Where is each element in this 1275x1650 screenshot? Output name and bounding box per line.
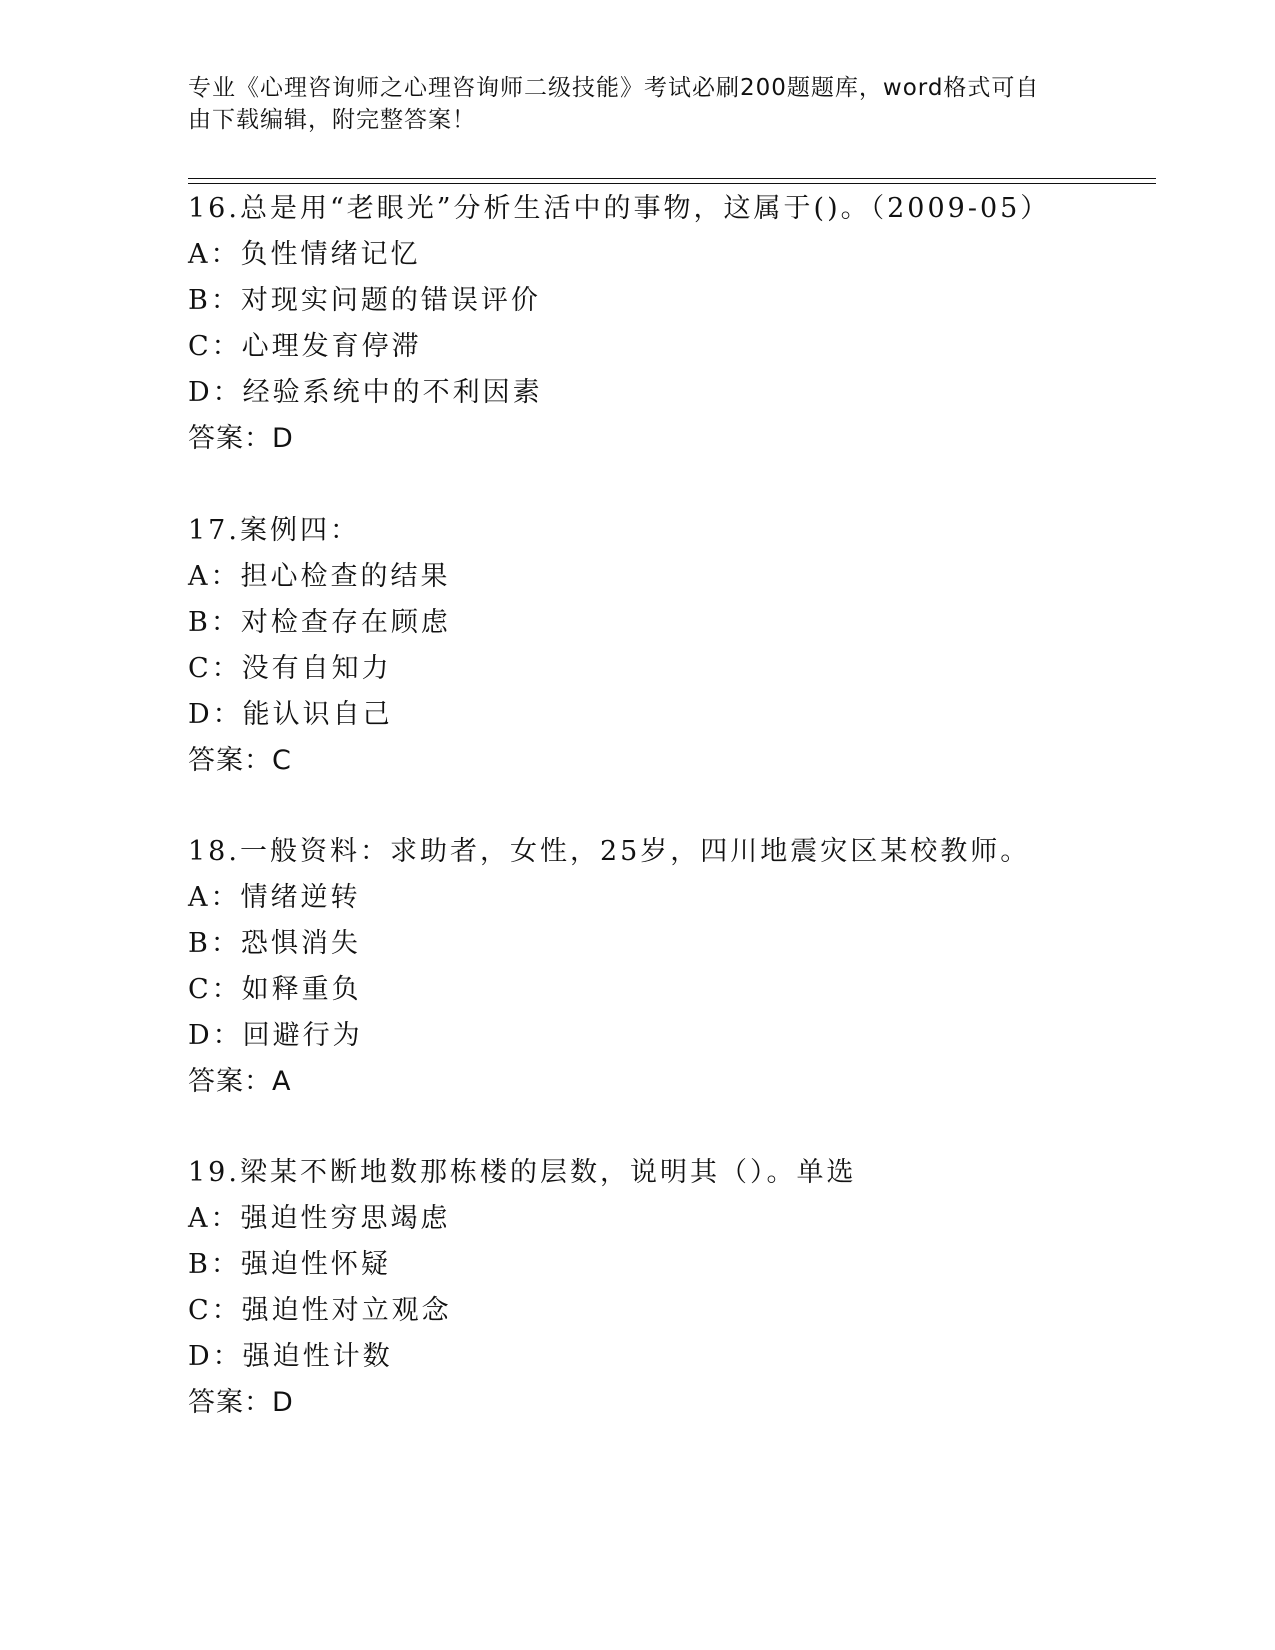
option-d: D：能认识自己 (188, 699, 393, 730)
option-b: B：对现实问题的错误评价 (188, 285, 541, 316)
header-divider-bottom (188, 183, 1156, 184)
header-divider-top (188, 178, 1156, 179)
question-stem: 19.梁某不断地数那栋楼的层数，说明其（）。单选 (188, 1157, 857, 1188)
question-block-16 (188, 186, 1148, 462)
answer-line: 答案：A (188, 1066, 292, 1097)
option-a: A：强迫性穷思竭虑 (188, 1203, 451, 1234)
option-a: A：担心检查的结果 (188, 561, 451, 592)
option-c: C：如释重负 (188, 974, 362, 1005)
option-d: D：回避行为 (188, 1020, 363, 1051)
question-block-17 (188, 508, 1148, 784)
option-b: B：强迫性怀疑 (188, 1249, 391, 1280)
option-a: A：负性情绪记忆 (188, 239, 421, 270)
option-b: B：对检查存在顾虑 (188, 607, 451, 638)
answer-line: 答案：D (188, 423, 294, 454)
option-a: A：情绪逆转 (188, 882, 361, 913)
header-line-2: 由下载编辑，附完整答案！ (188, 107, 476, 133)
question-stem: 16.总是用“老眼光”分析生活中的事物，这属于()。（2009-05） (188, 193, 1051, 224)
answer-line: 答案：D (188, 1387, 294, 1418)
option-b: B：恐惧消失 (188, 928, 361, 959)
question-block-18 (188, 829, 1148, 1105)
answer-line: 答案：C (188, 745, 292, 776)
option-c: C：心理发育停滞 (188, 331, 422, 362)
question-stem: 17.案例四： (188, 515, 360, 546)
option-d: D：强迫性计数 (188, 1341, 393, 1372)
header-line-1: 专业《心理咨询师之心理咨询师二级技能》考试必刷200题题库，word格式可自 (188, 75, 1040, 101)
option-c: C：强迫性对立观念 (188, 1295, 452, 1326)
question-block-19 (188, 1150, 1148, 1426)
document-header (188, 72, 1088, 136)
option-d: D：经验系统中的不利因素 (188, 377, 543, 408)
question-stem: 18.一般资料：求助者，女性，25岁，四川地震灾区某校教师。 (188, 836, 1031, 867)
option-c: C：没有自知力 (188, 653, 392, 684)
